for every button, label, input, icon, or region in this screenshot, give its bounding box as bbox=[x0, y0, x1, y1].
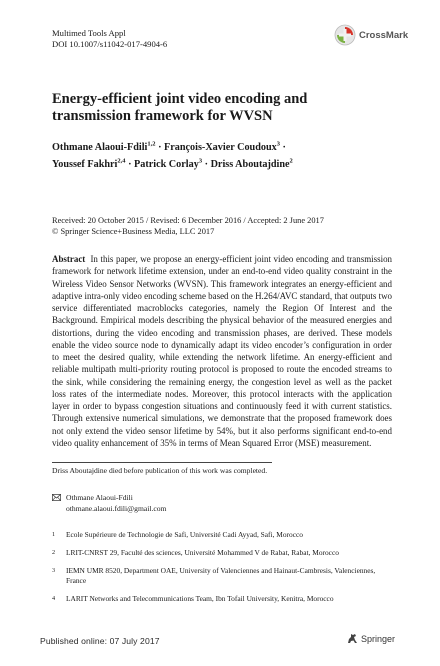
copyright: © Springer Science+Business Media, LLC 2017 bbox=[52, 227, 215, 237]
springer-horse-icon bbox=[346, 632, 359, 645]
publisher-logo bbox=[346, 632, 395, 645]
affiliation-number: 2 bbox=[52, 549, 56, 556]
affiliation-text: LARIT Networks and Telecommunications Team, Ibn Tofail University, Kenitra, Morocco bbox=[66, 594, 334, 603]
abstract bbox=[52, 253, 392, 449]
affiliation-item bbox=[52, 548, 392, 558]
author: Driss Aboutajdine$^2$ bbox=[210, 157, 293, 171]
affiliation-item bbox=[52, 530, 392, 540]
journal-header bbox=[52, 28, 167, 50]
footnote-divider bbox=[52, 462, 272, 463]
author-list bbox=[52, 138, 372, 172]
crossmark-icon bbox=[334, 24, 356, 46]
crossmark-badge[interactable] bbox=[334, 24, 408, 46]
envelope-icon bbox=[52, 494, 61, 501]
affiliations bbox=[52, 530, 392, 612]
doi[interactable]: DOI 10.1007/s11042-017-4904-6 bbox=[52, 39, 168, 49]
affiliation-item bbox=[52, 594, 392, 604]
publication-history bbox=[52, 215, 392, 237]
contact-email[interactable]: othmane.alaoui.fdili@gmail.com bbox=[66, 503, 167, 513]
affiliation-text: LRIT-CNRST 29, Faculté des sciences, Université Mohammed V de Rabat, Rabat, Morocco bbox=[66, 548, 339, 557]
author: Youssef Fakhri$^{2,4}$ · bbox=[52, 157, 135, 171]
author: Othmane Alaoui-Fdili$^{1,2}$ · bbox=[52, 141, 165, 154]
author: François-Xavier Coudoux$^3$ · bbox=[164, 141, 286, 154]
affiliation-text: IEMN UMR 8520, Department OAE, University of Valenciennes and Hainaut-Cambresis, Valenciennes, France bbox=[66, 566, 376, 585]
affiliation-item bbox=[52, 566, 392, 586]
publisher-name: Springer bbox=[361, 633, 396, 644]
abstract-label: Abstract bbox=[52, 254, 86, 264]
date-history: Received: 20 October 2015 / Revised: 6 December 2016 / Accepted: 2 June 2017 bbox=[52, 216, 324, 225]
affiliation-text: Ecole Supérieure de Technologie de Safi, Université Cadi Ayyad, Safi, Morocco bbox=[66, 530, 303, 539]
journal-name: Multimed Tools Appl bbox=[52, 28, 126, 38]
contact-name: Othmane Alaoui-Fdili bbox=[66, 493, 133, 502]
affiliation-number: 1 bbox=[52, 531, 56, 538]
published-online-date: Published online: 07 July 2017 bbox=[40, 636, 160, 646]
affiliation-number: 3 bbox=[52, 567, 56, 574]
author: Patrick Corlay$^3$ · bbox=[134, 157, 211, 171]
crossmark-label: CrossMark bbox=[359, 29, 409, 41]
footnote-deceased: Driss Aboutajdine died before publication of this work was completed. bbox=[52, 466, 268, 475]
corresponding-author bbox=[52, 493, 166, 514]
paper-title: Energy-efficient joint video encoding and transmission framework for WVSN bbox=[52, 91, 308, 124]
affiliation-number: 4 bbox=[52, 595, 56, 602]
abstract-text: In this paper, we propose an energy-efficient joint video encoding and transmission framework for network lifetime extension, under an end-to-end video quality constraint in the Wireless Video Sensor Networks (WVSN). This framework integrates an energy-efficient and adaptive intra-only video encoding scheme based on the H.264/AVC standard, that outputs two service differentiated macroblocks categories, namely the Region Of Interest and the Background. Empirical models describing the physical behavior of the measured energies and distortions, during the video encoding and transmission phases, are derived. These models enable the video source node to dynamically adapt its video encoder’s configuration in order to meet the desired quality, while extending the network lifetime. An energy-efficient and reliable multipath multi-priority routing protocol is proposed to route the encoded streams to the sink, while considering the remaining energy, the congestion level as well as the packet loss rates of the intermediate nodes. Moreover, this protocol interacts with the application layer in order to bypass congestion situations and continuously feed it with current statistics. Through extensive numerical simulations, we demonstrate that the proposed framework does not only extend the video sensor lifetime by 54%, but it also performs significant end-to-end video quality enhancement of 35% in terms of Mean Squared Error (MSE) measurement. bbox=[52, 254, 392, 448]
